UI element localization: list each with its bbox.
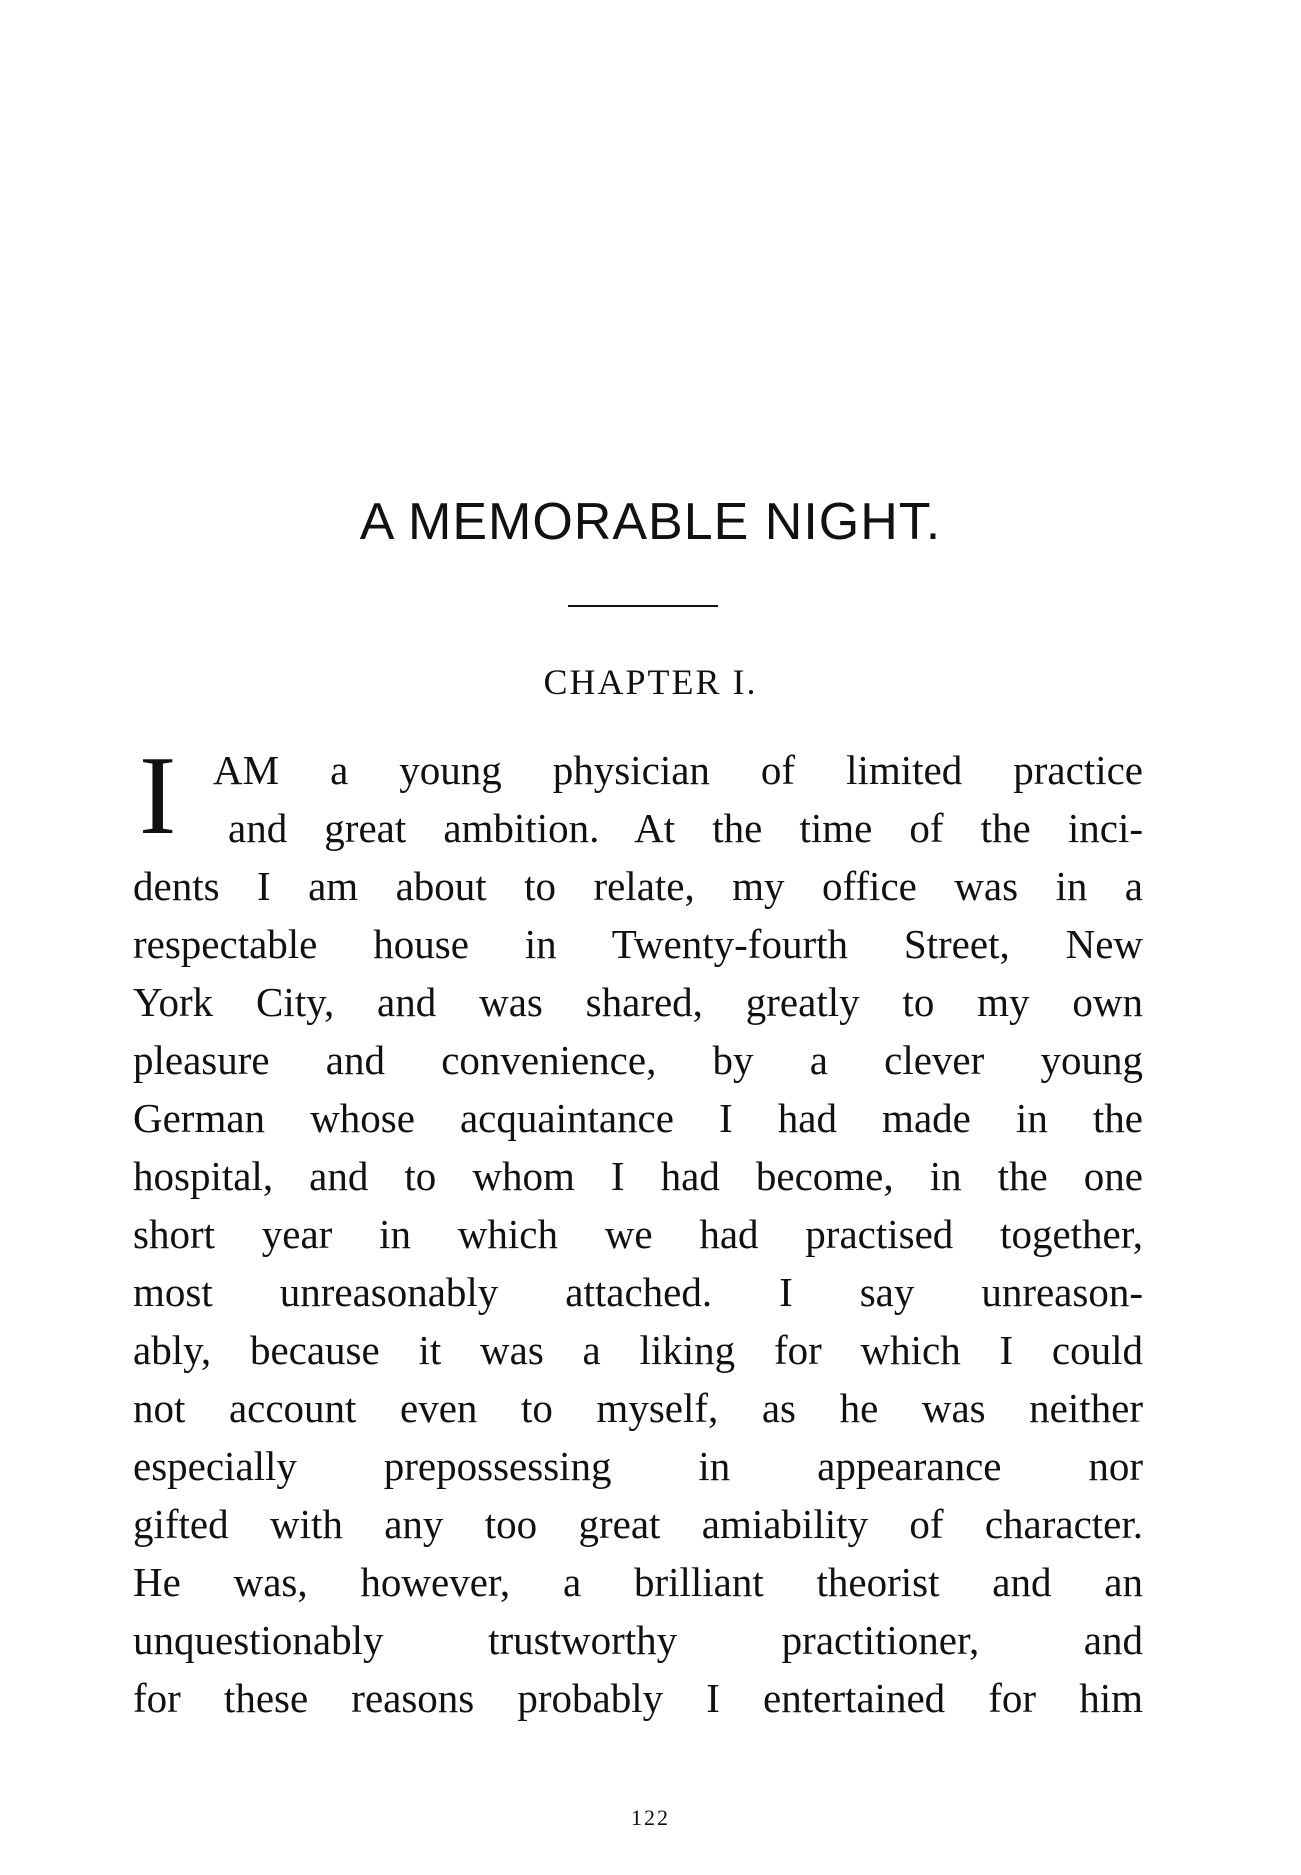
body-text-line: hospital, and to whom I had become, in the one [133, 1153, 1143, 1199]
chapter-heading: CHAPTER I. [543, 662, 758, 702]
body-text-line: German whose acquaintance I had made in the [133, 1095, 1143, 1141]
page-number: 122 [631, 1805, 670, 1830]
body-text-line: respectable house in Twenty-fourth Street, New [133, 921, 1143, 967]
body-text-line: and great ambition. At the time of the inci- [228, 805, 1143, 851]
body-text-line: pleasure and convenience, by a clever young [133, 1037, 1143, 1083]
body-text-line: gifted with any too great amiability of character. [133, 1501, 1143, 1547]
body-text-line: York City, and was shared, greatly to my own [133, 979, 1143, 1025]
body-text-line: not account even to myself, as he was neither [133, 1385, 1143, 1431]
body-text-line: especially prepossessing in appearance nor [133, 1443, 1143, 1489]
body-text-line: He was, however, a brilliant theorist and an [133, 1559, 1143, 1605]
story-title: A MEMORABLE NIGHT. [359, 493, 942, 551]
body-text-line: most unreasonably attached. I say unreason- [133, 1269, 1143, 1315]
body-text-line: AM a young physician of limited practice [213, 747, 1143, 793]
title-divider [568, 605, 718, 607]
drop-cap: I [139, 734, 177, 858]
body-text-line: dents I am about to relate, my office was in a [133, 863, 1143, 909]
body-text-line: short year in which we had practised together, [133, 1211, 1143, 1257]
body-text-line: ably, because it was a liking for which I could [133, 1327, 1143, 1373]
body-text-line: unquestionably trustworthy practitioner, and [133, 1617, 1143, 1663]
body-text-line: for these reasons probably I entertained for him [133, 1675, 1143, 1721]
